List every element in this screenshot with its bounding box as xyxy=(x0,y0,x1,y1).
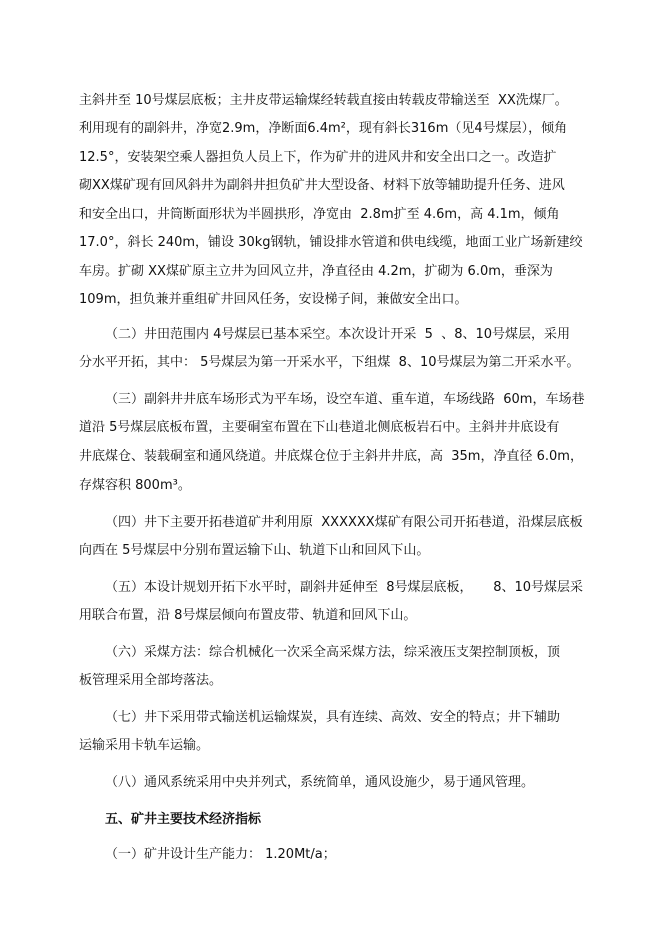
indicator-line: （一）矿井设计生产能力： 1.20Mt/a； xyxy=(105,847,336,862)
section-2-line: （二）井田范围内 4号煤层已基本采空。本次设计开采 5 、8、10号煤层，采用 xyxy=(105,327,571,342)
paragraph-line: 板管理采用全部垮落法。 xyxy=(79,673,223,688)
paragraph-line: 和安全出口，井筒断面形状为半圆拱形，净宽由 2.8m扩至 4.6m，高 4.1m，倾角 xyxy=(79,207,560,222)
paragraph-line: 12.5°，安装架空乘人器担负人员上下，作为矿井的进风井和安全出口之一。改造扩 xyxy=(79,150,557,165)
paragraph-line: 主斜井至 10号煤层底板；主井皮带运输煤经转载直接由转载皮带输送至 XX洗煤厂。 xyxy=(79,93,568,108)
paragraph-line: 车房。扩砌 XX煤矿原主立井为回风立井，净直径由 4.2m，扩砌为 6.0m，垂深为 xyxy=(79,264,553,279)
paragraph-line: 17.0°，斜长 240m，铺设 30kg钢轨，铺设排水管道和供电线缆，地面工业广场新建绞 xyxy=(79,235,583,250)
paragraph-line: 道沿 5号煤层底板布置，主要硐室布置在下山巷道北侧底板岩石中。主斜井井底设有 xyxy=(79,420,560,435)
paragraph-line: 分水平开拓，其中： 5号煤层为第一开采水平，下组煤 8、10号煤层为第二开采水平。 xyxy=(79,355,580,370)
paragraph-line: 存煤容积 800m³。 xyxy=(79,478,191,493)
section-5-line: （五）本设计规划开拓下水平时，副斜井延伸至 8号煤层底板， 8、10号煤层采 xyxy=(105,580,584,595)
section-4-line: （四）井下主要开拓巷道矿井利用原 XXXXXX煤矿有限公司开拓巷道，沿煤层底板 xyxy=(105,515,583,530)
section-6-line: （六）采煤方法：综合机械化一次采全高采煤方法，综采液压支架控制顶板，顶 xyxy=(105,645,561,660)
paragraph-line: 利用现有的副斜井，净宽2.9m，净断面6.4m²，现有斜长316m（见4号煤层），倾角 xyxy=(79,121,568,136)
paragraph-line: 井底煤仓、装载硐室和通风绕道。井底煤仓位于主斜井井底，高 35m，净直径 6.0m， xyxy=(79,449,583,464)
section-3-line: （三）副斜井井底车场形式为平车场，设空车道、重车道，车场线路 60m，车场巷 xyxy=(105,392,585,407)
paragraph-line: 用联合布置，沿 8号煤层倾向布置皮带、轨道和回风下山。 xyxy=(79,608,417,623)
paragraph-line: 向西在 5号煤层中分别布置运输下山、轨道下山和回风下山。 xyxy=(79,543,430,558)
paragraph-line: 砌XX煤矿现有回风斜井为副斜井担负矿井大型设备、材料下放等辅助提升任务、进风 xyxy=(79,178,565,193)
section-7-line: （七）井下采用带式输送机运输煤炭，具有连续、高效、安全的特点；井下辅助 xyxy=(105,710,561,725)
section-8-line: （八）通风系统采用中央并列式，系统简单，通风设施少，易于通风管理。 xyxy=(105,775,535,790)
paragraph-line: 109m，担负兼并重组矿井回风任务，安设梯子间，兼做安全出口。 xyxy=(79,292,468,307)
section-heading: 五、矿井主要技术经济指标 xyxy=(105,812,262,827)
paragraph-line: 运输采用卡轨车运输。 xyxy=(79,738,210,753)
